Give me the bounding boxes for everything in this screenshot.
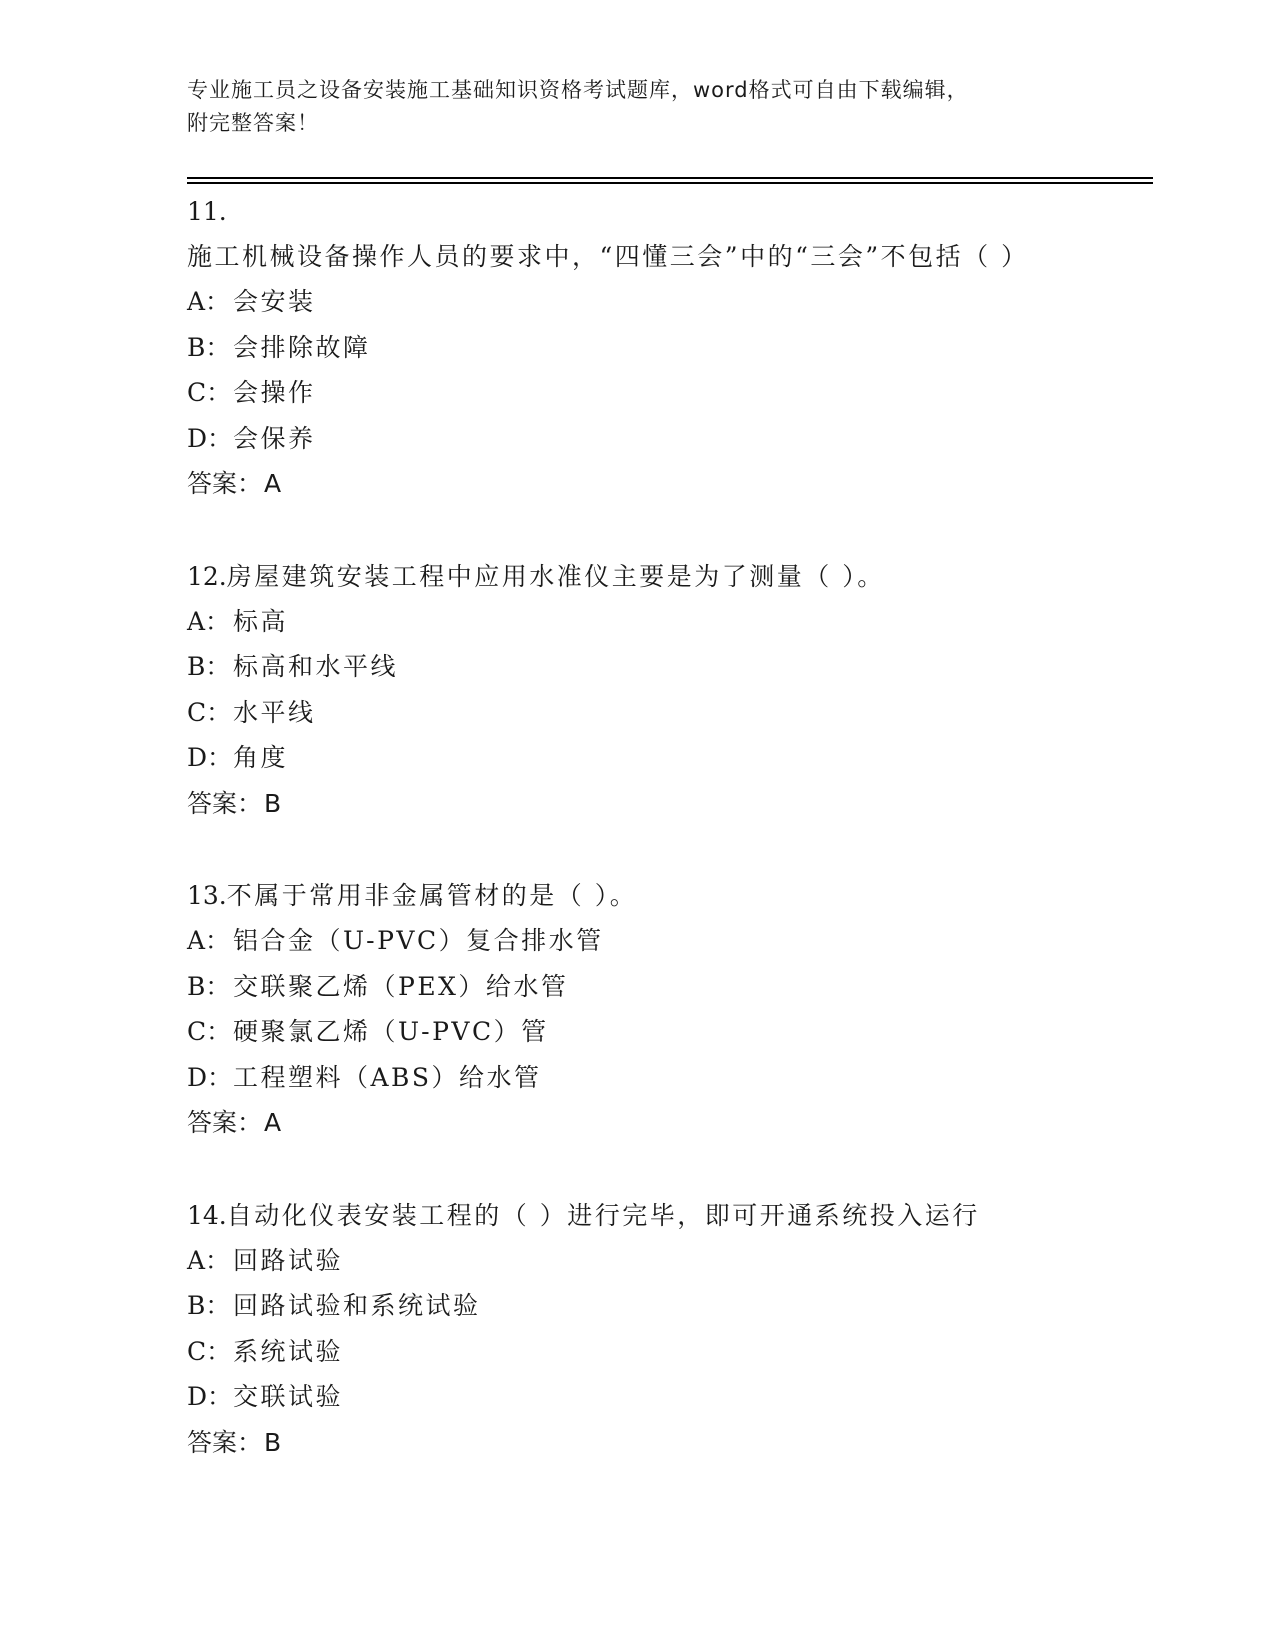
question-number: 11. [187,197,227,226]
answer-value: A [264,469,282,498]
option-text: 交联试验 [233,1382,344,1411]
header-line-1: 专业施工员之设备安装施工基础知识资格考试题库，word格式可自由下载编辑， [187,78,969,102]
option-text: 角度 [233,743,289,772]
option-text: 会排除故障 [233,332,371,362]
option-c [187,1329,1137,1375]
header-divider-bottom [187,182,1153,184]
question-number: 13. [187,881,227,910]
option-b [187,1283,1137,1329]
option-b [187,644,1137,690]
answer-label: 答案： [187,788,263,818]
option-d [187,416,1137,462]
option-text: 会安装 [233,287,316,316]
option-text: 系统试验 [233,1336,344,1366]
question-number: 12. [187,561,227,591]
question-text: 自动化仪表安装工程的（ ）进行完毕，即可开通系统投入运行 [226,1200,980,1230]
option-letter: A： [187,606,231,636]
option-text: 交联聚乙烯（PEX）给水管 [233,971,569,1001]
option-a [187,1238,1137,1284]
option-text: 工程塑料（ABS）给水管 [233,1062,542,1092]
option-letter: B： [187,971,231,1001]
option-text: 会保养 [233,423,316,453]
header-divider-top [187,177,1153,179]
answer-line [187,461,1137,507]
header-line-2: 附完整答案！ [187,111,319,135]
option-text: 会操作 [233,378,316,407]
option-letter: C： [187,1017,232,1046]
option-letter: B： [187,652,231,681]
option-text: 水平线 [233,697,316,727]
option-letter: B： [187,1291,231,1320]
option-c [187,690,1137,736]
answer-label: 答案： [187,1427,263,1457]
question-text: 不属于常用非金属管材的是（ ）。 [226,881,638,910]
question-number: 14. [187,1200,227,1230]
option-text: 铝合金（U-PVC）复合排水管 [233,926,604,955]
answer-value: B [264,1427,282,1457]
option-letter: B： [187,332,231,362]
answer-line [187,1100,1137,1146]
option-c [187,370,1137,416]
option-letter: D： [187,743,233,772]
option-text: 硬聚氯乙烯（U-PVC）管 [233,1017,549,1046]
question-stem [187,1193,1067,1238]
option-text: 回路试验和系统试验 [233,1291,481,1320]
answer-line [187,781,1137,827]
option-a [187,918,1137,964]
question-text: 房屋建筑安装工程中应用水准仪主要是为了测量（ ）。 [226,561,885,591]
option-a [187,599,1137,645]
answer-label: 答案： [187,469,263,498]
question-stem [187,189,1067,279]
question-stem [187,873,1067,918]
answer-value: A [264,1108,282,1137]
question-text: 施工机械设备操作人员的要求中，“四懂三会”中的“三会”不包括（ ） [187,242,1029,271]
option-c [187,1009,1137,1055]
answer-label: 答案： [187,1108,263,1137]
question-12 [187,554,1137,827]
answer-value: B [264,788,282,818]
question-list [187,189,1137,1512]
option-b [187,325,1137,371]
option-d [187,735,1137,781]
question-14 [187,1193,1137,1466]
option-text: 回路试验 [233,1245,344,1275]
option-letter: D： [187,423,233,453]
question-11 [187,189,1137,507]
option-letter: C： [187,1336,232,1366]
option-text: 标高和水平线 [233,652,399,681]
question-stem [187,554,1067,599]
option-letter: D： [187,1062,233,1092]
question-13 [187,873,1137,1146]
option-d [187,1055,1137,1101]
option-letter: A： [187,1245,231,1275]
option-b [187,964,1137,1010]
option-letter: C： [187,378,232,407]
option-text: 标高 [233,606,289,636]
answer-line [187,1420,1137,1466]
option-letter: A： [187,287,231,316]
option-letter: C： [187,697,232,727]
option-letter: A： [187,926,231,955]
option-letter: D： [187,1382,233,1411]
document-header [187,74,1087,140]
option-d [187,1374,1137,1420]
option-a [187,279,1137,325]
